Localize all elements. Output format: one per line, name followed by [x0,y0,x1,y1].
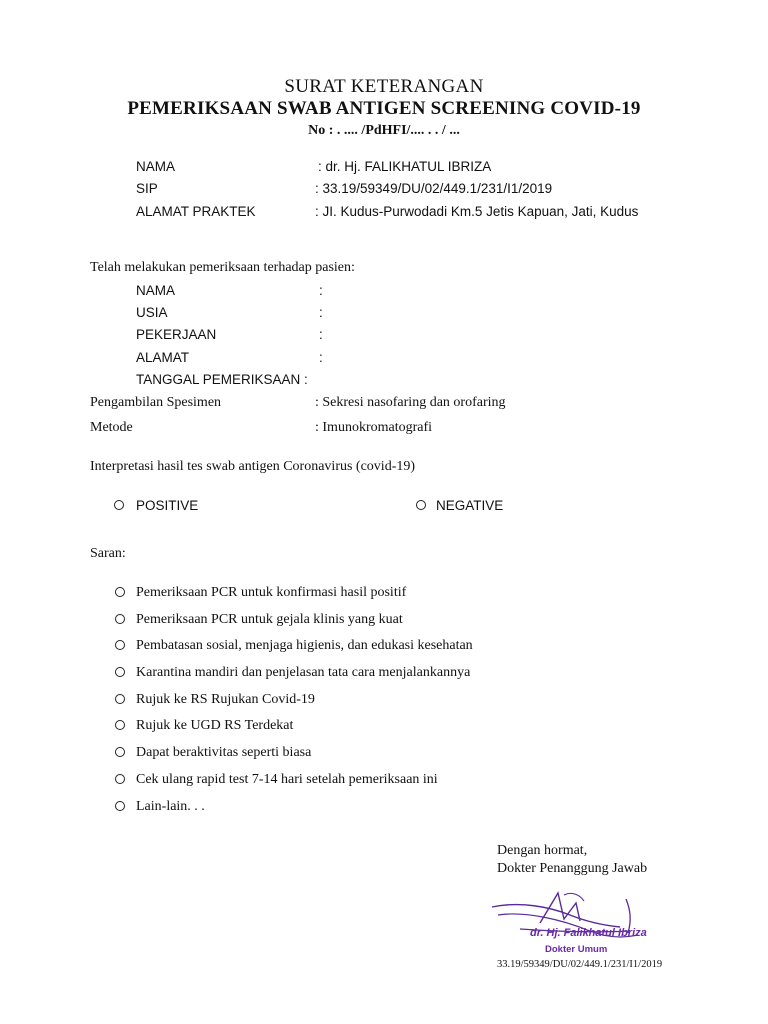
saran-option-6: Rujuk ke UGD RS Terdekat [136,718,294,733]
method-value: : Imunokromatografi [315,420,433,435]
saran-radio-9[interactable] [115,801,125,811]
doctor-address-label: ALAMAT PRAKTEK [136,204,256,219]
saran-option-2: Pemeriksaan PCR untuk gejala klinis yang kuat [136,612,403,627]
doctor-sip-value: : 33.19/59349/DU/02/449.1/231/I1/2019 [315,181,553,196]
closing-greeting: Dengan hormat, [497,843,588,858]
specimen-label: Pengambilan Spesimen [90,395,222,410]
saran-radio-6[interactable] [115,720,125,730]
method-label: Metode [90,420,133,435]
saran-radio-7[interactable] [115,747,125,757]
saran-option-9: Lain-lain. . . [136,799,205,814]
saran-option-1: Pemeriksaan PCR untuk konfirmasi hasil positif [136,585,407,600]
negative-radio[interactable] [416,500,426,510]
signature-stamp-name: dr. Hj. Falikhatul Ibriza [530,927,647,939]
doctor-name-value: : dr. Hj. FALIKHATUL IBRIZA [318,159,492,174]
patient-job-label: PEKERJAAN [136,327,217,342]
saran-option-5: Rujuk ke RS Rujukan Covid-19 [136,692,315,707]
saran-option-8: Cek ulang rapid test 7-14 hari setelah pemeriksaan ini [136,772,438,787]
saran-radio-4[interactable] [115,667,125,677]
patient-age-label: USIA [136,305,168,320]
patient-name-value: : [319,283,323,298]
exam-date-label: TANGGAL PEMERIKSAAN : [136,372,308,387]
saran-label: Saran: [90,546,126,561]
saran-option-3: Pembatasan sosial, menjaga higienis, dan edukasi kesehatan [136,638,473,653]
doctor-name-label: NAMA [136,159,176,174]
interpretation-text: Interpretasi hasil tes swab antigen Coronavirus (covid-19) [90,459,416,474]
specimen-value: : Sekresi nasofaring dan orofaring [315,395,506,410]
patient-job-value: : [319,327,323,342]
document-number: No : . .... /PdHFI/.... . . / ... [308,123,460,138]
saran-option-7: Dapat beraktivitas seperti biasa [136,745,312,760]
closing-role: Dokter Penanggung Jawab [497,861,648,876]
negative-label: NEGATIVE [436,498,504,513]
patient-age-value: : [319,305,323,320]
saran-option-4: Karantina mandiri dan penjelasan tata cara menjalankannya [136,665,471,680]
signature-stamp-title: Dokter Umum [545,944,608,955]
saran-radio-3[interactable] [115,640,125,650]
positive-radio[interactable] [114,500,124,510]
document-subtitle: PEMERIKSAAN SWAB ANTIGEN SCREENING COVID-19 [127,98,641,119]
patient-intro: Telah melakukan pemeriksaan terhadap pasien: [90,260,355,275]
patient-name-label: NAMA [136,283,176,298]
positive-label: POSITIVE [136,498,199,513]
doctor-address-value: : JI. Kudus-Purwodadi Km.5 Jetis Kapuan, Jati, Kudus [315,204,639,219]
signature-license-number: 33.19/59349/DU/02/449.1/231/I1/2019 [497,959,663,970]
patient-address-label: ALAMAT [136,350,190,365]
doctor-sip-label: SIP [136,181,158,196]
saran-radio-1[interactable] [115,587,125,597]
patient-address-value: : [319,350,323,365]
saran-radio-2[interactable] [115,614,125,624]
document-title: SURAT KETERANGAN [284,76,484,97]
saran-radio-8[interactable] [115,774,125,784]
saran-radio-5[interactable] [115,694,125,704]
